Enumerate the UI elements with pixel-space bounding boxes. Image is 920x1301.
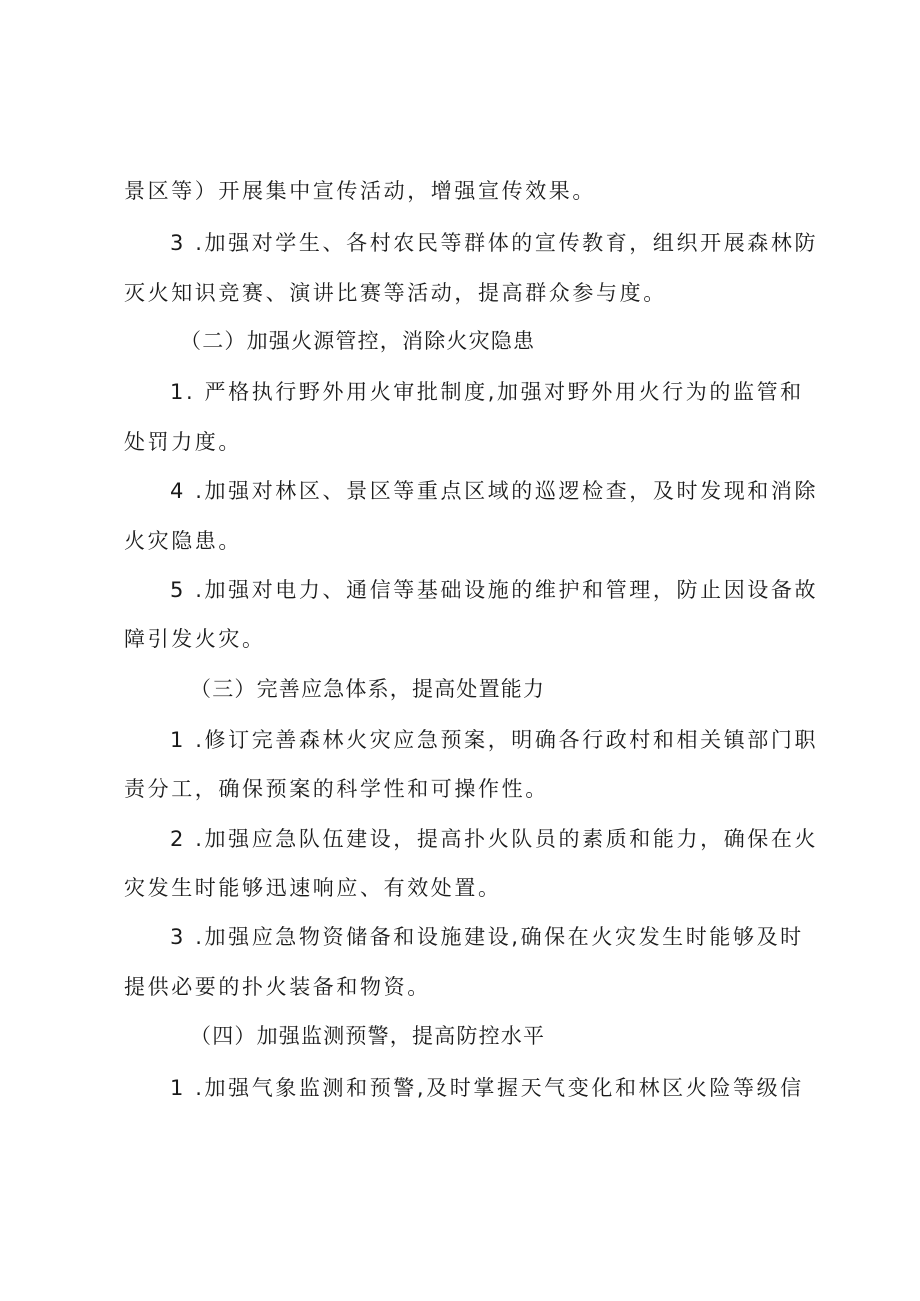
section-heading: （二）加强火源管控，消除火灾隐患 [180, 329, 536, 353]
paragraph-line: 灭火知识竞赛、演讲比赛等活动，提高群众参与度。 [124, 281, 667, 305]
paragraph-line: 火灾隐患。 [124, 529, 242, 553]
paragraph-line: 4 .加强对林区、景区等重点区域的巡逻检查，及时发现和消除 [170, 479, 819, 503]
paragraph-line: 5 .加强对电力、通信等基础设施的维护和管理，防止因设备故 [170, 578, 819, 602]
paragraph-line: 3 .加强对学生、各村农民等群体的宣传教育，组织开展森林防 [170, 231, 819, 255]
paragraph-line: 责分工，确保预案的科学性和可操作性。 [124, 777, 549, 801]
section-heading: （三）完善应急体系，提高处置能力 [190, 677, 546, 701]
paragraph-line: 2 .加强应急队伍建设，提高扑火队员的素质和能力，确保在火 [170, 827, 819, 851]
section-heading: （四）加强监测预警，提高防控水平 [190, 1024, 546, 1048]
paragraph-line: 3 .加强应急物资储备和设施建设,确保在火灾发生时能够及时 [170, 925, 804, 949]
paragraph-line: 1 .加强气象监测和预警,及时掌握天气变化和林区火险等级信 [170, 1076, 804, 1100]
paragraph-line: 景区等）开展集中宣传活动，增强宣传效果。 [124, 179, 596, 203]
paragraph-line: 提供必要的扑火装备和物资。 [124, 975, 431, 999]
paragraph-line: 1 .修订完善森林火灾应急预案，明确各行政村和相关镇部门职 [170, 728, 819, 752]
paragraph-line: 处罚力度。 [124, 430, 242, 454]
paragraph-line: 障引发火灾。 [124, 627, 266, 651]
paragraph-line: 灾发生时能够迅速响应、有效处置。 [124, 876, 502, 900]
paragraph-line: 1. 严格执行野外用火审批制度,加强对野外用火行为的监管和 [170, 380, 804, 404]
